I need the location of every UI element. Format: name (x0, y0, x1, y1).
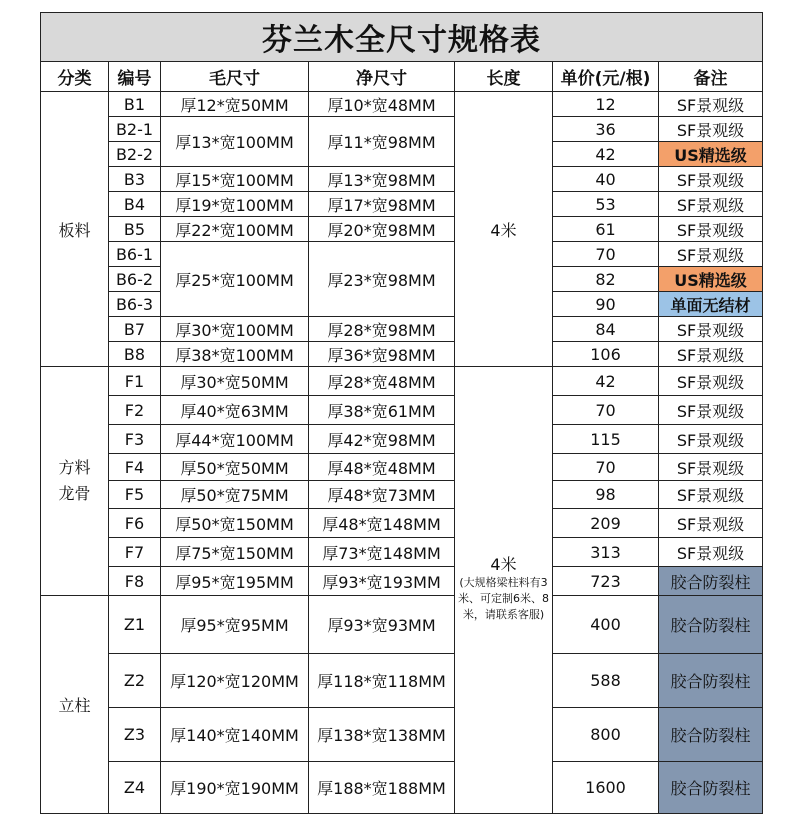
category-column: 立柱 (41, 596, 109, 814)
net-size-cell: 厚23*宽98MM (309, 242, 455, 317)
net-size-cell: 厚93*宽193MM (309, 567, 455, 596)
category-square: 方料 龙骨 (41, 367, 109, 596)
price-cell: 800 (553, 708, 659, 762)
code-cell: B2-1 (109, 117, 161, 142)
price-cell: 53 (553, 192, 659, 217)
net-size-cell: 厚42*宽98MM (309, 425, 455, 454)
code-cell: B8 (109, 342, 161, 367)
remark-cell: 胶合防裂柱 (659, 596, 763, 654)
header-row (41, 62, 763, 92)
price-cell: 90 (553, 292, 659, 317)
header-unit-price: 单价(元/根) (553, 62, 659, 92)
code-cell: F1 (109, 367, 161, 396)
remark-cell: SF景观级 (659, 342, 763, 367)
remark-cell: SF景观级 (659, 167, 763, 192)
rough-size-cell: 厚75*宽150MM (161, 538, 309, 567)
net-size-cell: 厚20*宽98MM (309, 217, 455, 242)
header-net-size: 净尺寸 (309, 62, 455, 92)
code-cell: Z4 (109, 762, 161, 814)
remark-cell: 胶合防裂柱 (659, 567, 763, 596)
rough-size-cell: 厚50*宽75MM (161, 481, 309, 509)
category-board: 板料 (41, 92, 109, 367)
table-row (41, 762, 763, 814)
table-row (41, 192, 763, 217)
table-row (41, 567, 763, 596)
net-size-cell: 厚38*宽61MM (309, 396, 455, 425)
net-size-cell: 厚73*宽148MM (309, 538, 455, 567)
remark-cell: SF景观级 (659, 481, 763, 509)
code-cell: B6-1 (109, 242, 161, 267)
net-size-cell: 厚13*宽98MM (309, 167, 455, 192)
net-size-cell: 厚28*宽98MM (309, 317, 455, 342)
code-cell: Z3 (109, 708, 161, 762)
price-cell: 82 (553, 267, 659, 292)
length-note: (大规格梁柱料有3米、可定制6米、8米，请联系客服) (458, 576, 549, 621)
remark-cell: SF景观级 (659, 454, 763, 481)
remark-cell: 胶合防裂柱 (659, 654, 763, 708)
code-cell: B6-2 (109, 267, 161, 292)
remark-cell: SF景观级 (659, 117, 763, 142)
table-row (41, 538, 763, 567)
remark-cell: SF景观级 (659, 192, 763, 217)
price-cell: 115 (553, 425, 659, 454)
net-size-cell: 厚93*宽93MM (309, 596, 455, 654)
code-cell: B7 (109, 317, 161, 342)
header-remark: 备注 (659, 62, 763, 92)
price-cell: 12 (553, 92, 659, 117)
table-row (41, 454, 763, 481)
code-cell: B3 (109, 167, 161, 192)
header-code: 编号 (109, 62, 161, 92)
table-row (41, 317, 763, 342)
table-row (41, 117, 763, 142)
table-row (41, 92, 763, 117)
table-row (41, 167, 763, 192)
rough-size-cell: 厚22*宽100MM (161, 217, 309, 242)
net-size-cell: 厚188*宽188MM (309, 762, 455, 814)
header-category: 分类 (41, 62, 109, 92)
table-row (41, 242, 763, 267)
length-square-column (455, 367, 553, 814)
spec-table (40, 12, 763, 814)
rough-size-cell: 厚19*宽100MM (161, 192, 309, 217)
table-row (41, 425, 763, 454)
price-cell: 36 (553, 117, 659, 142)
code-cell: B2-2 (109, 142, 161, 167)
table-row (41, 342, 763, 367)
table-row (41, 481, 763, 509)
net-size-cell: 厚17*宽98MM (309, 192, 455, 217)
remark-cell: SF景观级 (659, 92, 763, 117)
price-cell: 70 (553, 454, 659, 481)
code-cell: F2 (109, 396, 161, 425)
table-row (41, 217, 763, 242)
price-cell: 400 (553, 596, 659, 654)
table-row (41, 708, 763, 762)
length-value: 4米 (490, 555, 517, 574)
rough-size-cell: 厚140*宽140MM (161, 708, 309, 762)
code-cell: F6 (109, 509, 161, 538)
remark-cell: SF景观级 (659, 425, 763, 454)
price-cell: 106 (553, 342, 659, 367)
price-cell: 42 (553, 142, 659, 167)
net-size-cell: 厚10*宽48MM (309, 92, 455, 117)
net-size-cell: 厚11*宽98MM (309, 117, 455, 167)
code-cell: F5 (109, 481, 161, 509)
rough-size-cell: 厚30*宽50MM (161, 367, 309, 396)
header-length: 长度 (455, 62, 553, 92)
remark-cell: SF景观级 (659, 509, 763, 538)
remark-cell: 单面无结材 (659, 292, 763, 317)
table-title: 芬兰木全尺寸规格表 (41, 13, 763, 62)
table-row (41, 367, 763, 396)
code-cell: F7 (109, 538, 161, 567)
remark-cell: SF景观级 (659, 217, 763, 242)
net-size-cell: 厚48*宽148MM (309, 509, 455, 538)
price-cell: 588 (553, 654, 659, 708)
table-row (41, 509, 763, 538)
price-cell: 84 (553, 317, 659, 342)
code-cell: Z1 (109, 596, 161, 654)
rough-size-cell: 厚50*宽50MM (161, 454, 309, 481)
price-cell: 70 (553, 396, 659, 425)
code-cell: F4 (109, 454, 161, 481)
header-rough-size: 毛尺寸 (161, 62, 309, 92)
net-size-cell: 厚36*宽98MM (309, 342, 455, 367)
price-cell: 98 (553, 481, 659, 509)
net-size-cell: 厚28*宽48MM (309, 367, 455, 396)
code-cell: B6-3 (109, 292, 161, 317)
rough-size-cell: 厚38*宽100MM (161, 342, 309, 367)
remark-cell: US精选级 (659, 267, 763, 292)
code-cell: B5 (109, 217, 161, 242)
code-cell: Z2 (109, 654, 161, 708)
rough-size-cell: 厚95*宽95MM (161, 596, 309, 654)
remark-cell: US精选级 (659, 142, 763, 167)
code-cell: F8 (109, 567, 161, 596)
net-size-cell: 厚118*宽118MM (309, 654, 455, 708)
code-cell: B1 (109, 92, 161, 117)
length-board: 4米 (455, 92, 553, 367)
net-size-cell: 厚48*宽73MM (309, 481, 455, 509)
remark-cell: SF景观级 (659, 317, 763, 342)
price-cell: 209 (553, 509, 659, 538)
remark-cell: 胶合防裂柱 (659, 762, 763, 814)
rough-size-cell: 厚15*宽100MM (161, 167, 309, 192)
table-row (41, 654, 763, 708)
table-row (41, 396, 763, 425)
remark-cell: SF景观级 (659, 242, 763, 267)
price-cell: 723 (553, 567, 659, 596)
rough-size-cell: 厚44*宽100MM (161, 425, 309, 454)
rough-size-cell: 厚50*宽150MM (161, 509, 309, 538)
code-cell: F3 (109, 425, 161, 454)
rough-size-cell: 厚40*宽63MM (161, 396, 309, 425)
price-cell: 40 (553, 167, 659, 192)
price-cell: 1600 (553, 762, 659, 814)
rough-size-cell: 厚25*宽100MM (161, 242, 309, 317)
remark-cell: SF景观级 (659, 367, 763, 396)
rough-size-cell: 厚13*宽100MM (161, 117, 309, 167)
price-cell: 313 (553, 538, 659, 567)
remark-cell: SF景观级 (659, 538, 763, 567)
remark-cell: SF景观级 (659, 396, 763, 425)
remark-cell: 胶合防裂柱 (659, 708, 763, 762)
rough-size-cell: 厚30*宽100MM (161, 317, 309, 342)
net-size-cell: 厚138*宽138MM (309, 708, 455, 762)
code-cell: B4 (109, 192, 161, 217)
price-cell: 42 (553, 367, 659, 396)
table-row (41, 596, 763, 654)
rough-size-cell: 厚95*宽195MM (161, 567, 309, 596)
rough-size-cell: 厚12*宽50MM (161, 92, 309, 117)
rough-size-cell: 厚190*宽190MM (161, 762, 309, 814)
price-cell: 70 (553, 242, 659, 267)
net-size-cell: 厚48*宽48MM (309, 454, 455, 481)
price-cell: 61 (553, 217, 659, 242)
rough-size-cell: 厚120*宽120MM (161, 654, 309, 708)
